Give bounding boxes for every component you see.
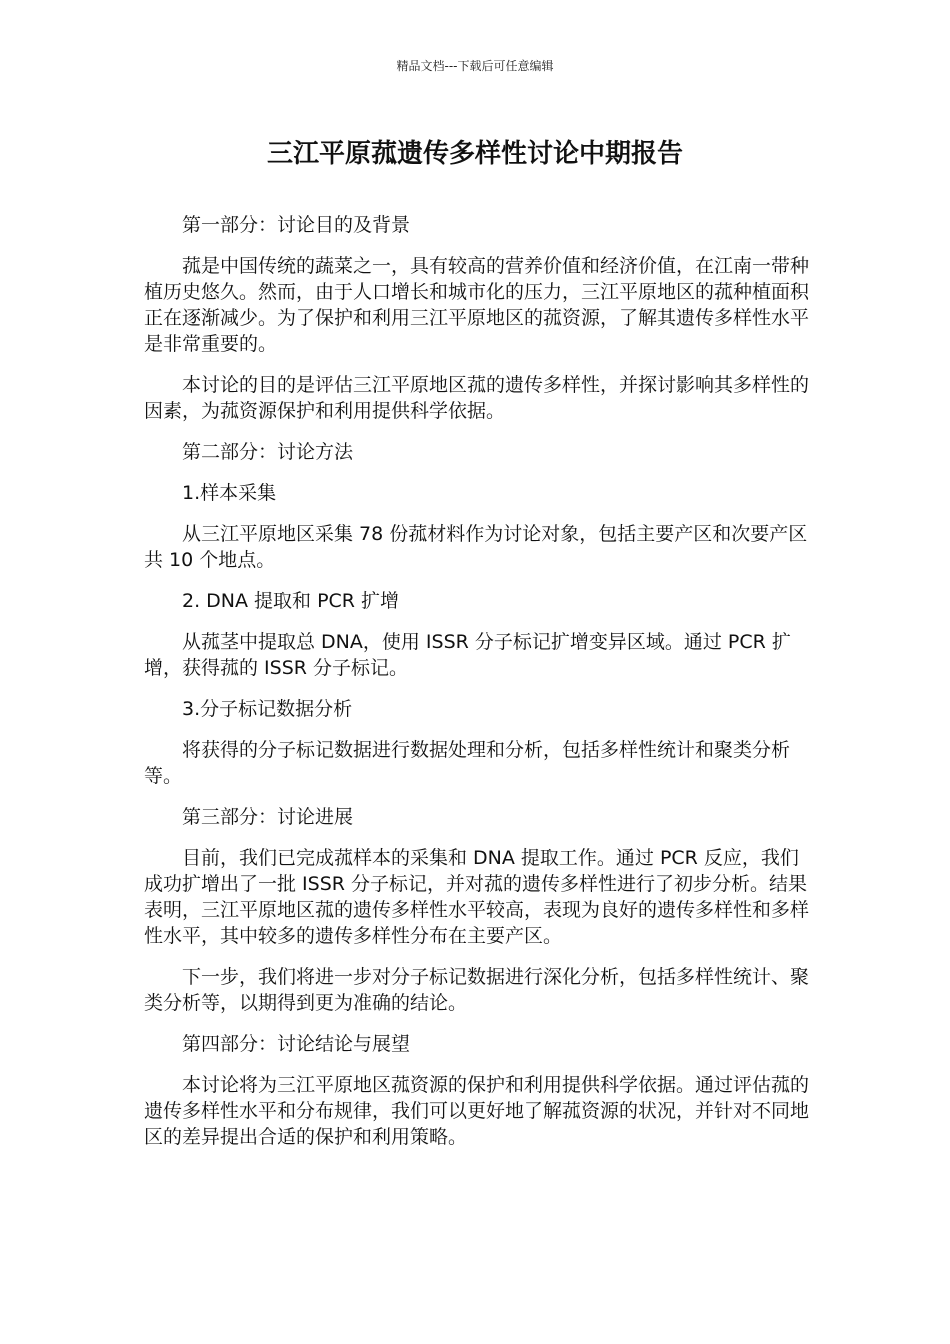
document-title: 三江平原菰遗传多样性讨论中期报告 — [266, 139, 683, 169]
subsection-heading: 1.样本采集 — [182, 482, 277, 504]
document-body — [144, 212, 810, 1165]
section-heading-2: 第二部分：讨论方法 — [182, 441, 354, 463]
section-heading-4: 第四部分：讨论结论与展望 — [182, 1033, 411, 1055]
body-paragraph: 本讨论的目的是评估三江平原地区菰的遗传多样性，并探讨影响其多样性的因素，为菰资源保护和利用提供科学依据。 — [144, 374, 810, 422]
body-paragraph: 本讨论将为三江平原地区菰资源的保护和利用提供科学依据。通过评估菰的遗传多样性水平和分布规律，我们可以更好地了解菰资源的状况，并针对不同地区的差异提出合适的保护和利用策略。 — [144, 1074, 810, 1148]
header-note: 精品文档---下载后可任意编辑 — [396, 59, 554, 73]
body-paragraph: 菰是中国传统的蔬菜之一，具有较高的营养价值和经济价值，在江南一带种植历史悠久。然而，由于人口增长和城市化的压力，三江平原地区的菰种植面积正在逐渐减少。为了保护和利用三江平原地区的菰资源，了解其遗传多样性水平是非常重要的。 — [144, 255, 810, 355]
body-paragraph: 目前，我们已完成菰样本的采集和 DNA 提取工作。通过 PCR 反应，我们成功扩增出了一批 ISSR 分子标记，并对菰的遗传多样性进行了初步分析。结果表明，三江平原地区菰的遗传多样性水平较高，表现为良好的遗传多样性和多样性水平，其中较多的遗传多样性分布在主要产区。 — [144, 847, 810, 947]
body-paragraph: 下一步，我们将进一步对分子标记数据进行深化分析，包括多样性统计、聚类分析等，以期得到更为准确的结论。 — [144, 966, 810, 1014]
body-paragraph: 从三江平原地区采集 78 份菰材料作为讨论对象，包括主要产区和次要产区共 10 个地点。 — [144, 523, 808, 571]
section-heading-1: 第一部分：讨论目的及背景 — [182, 214, 411, 236]
section-heading-3: 第三部分：讨论进展 — [182, 806, 354, 828]
subsection-heading: 3.分子标记数据分析 — [182, 698, 353, 720]
subsection-heading: 2. DNA 提取和 PCR 扩增 — [182, 590, 400, 612]
body-paragraph: 从菰茎中提取总 DNA，使用 ISSR 分子标记扩增变异区域。通过 PCR 扩增，获得菰的 ISSR 分子标记。 — [144, 631, 791, 679]
body-paragraph: 将获得的分子标记数据进行数据处理和分析，包括多样性统计和聚类分析等。 — [144, 739, 791, 787]
